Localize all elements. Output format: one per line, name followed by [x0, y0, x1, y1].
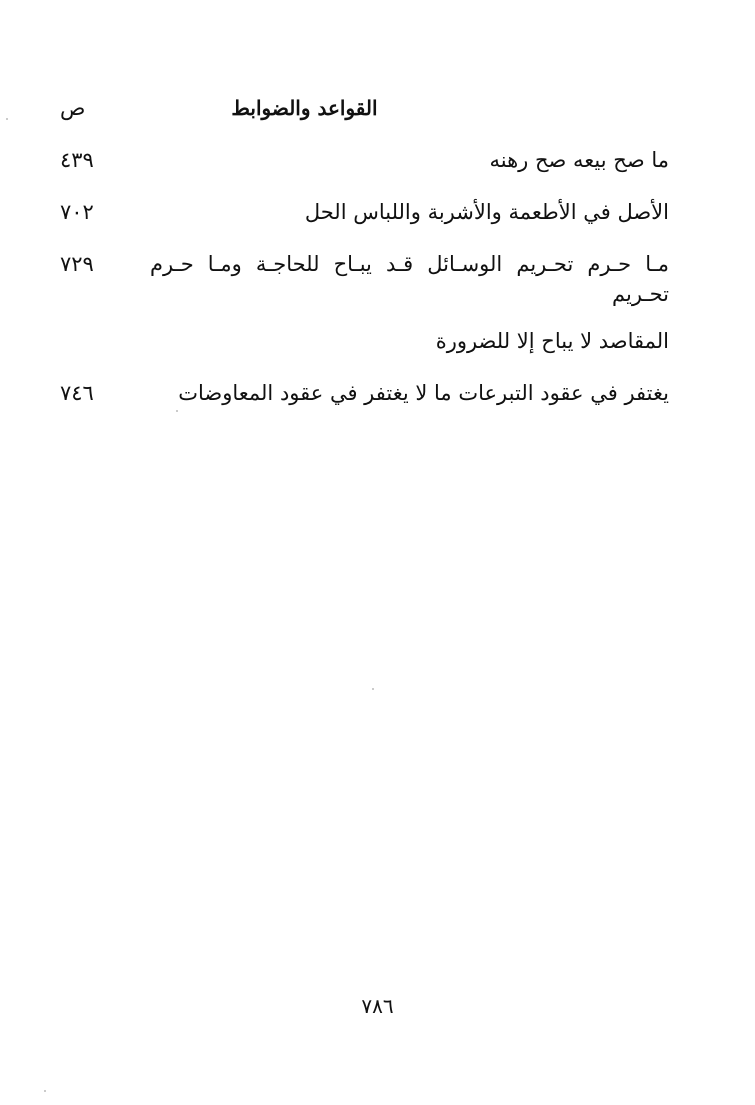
footer-page-number: ٧٨٦: [361, 994, 394, 1018]
entry-page-number: ٧٠٢: [60, 200, 94, 224]
entry-page-number: ٧٤٦: [60, 381, 94, 405]
entry-text: الأصل في الأطعمة والأشربة واللباس الحل: [304, 200, 669, 224]
entry-text: ما صح بيعه صح رهنه: [489, 148, 669, 172]
scan-speck: [44, 1090, 46, 1092]
entry-page-number: ٧٢٩: [60, 252, 94, 276]
entry-text: مـا حـرم تحـريم الوسـائل قـد يبـاح للحاجـة ومـا حـرم تحـريم: [150, 252, 669, 306]
index-entry: [60, 197, 669, 227]
scan-speck: [176, 410, 178, 412]
entry-page-number: ٤٣٩: [60, 148, 94, 172]
entry-text: يغتفر في عقود التبرعات ما لا يغتفر في عقود المعاوضات: [178, 381, 669, 405]
scan-speck: [372, 688, 374, 690]
index-entry: [60, 378, 669, 408]
index-entries: [60, 145, 669, 430]
section-title: القواعد والضوابط: [231, 96, 378, 120]
index-header: [60, 96, 669, 132]
entry-text-continuation: المقاصد لا يباح إلا للضرورة: [435, 329, 669, 353]
index-entry: [60, 145, 669, 175]
scan-speck: [6, 118, 8, 120]
page-column-label: ص: [60, 96, 86, 120]
index-entry: [60, 249, 669, 356]
